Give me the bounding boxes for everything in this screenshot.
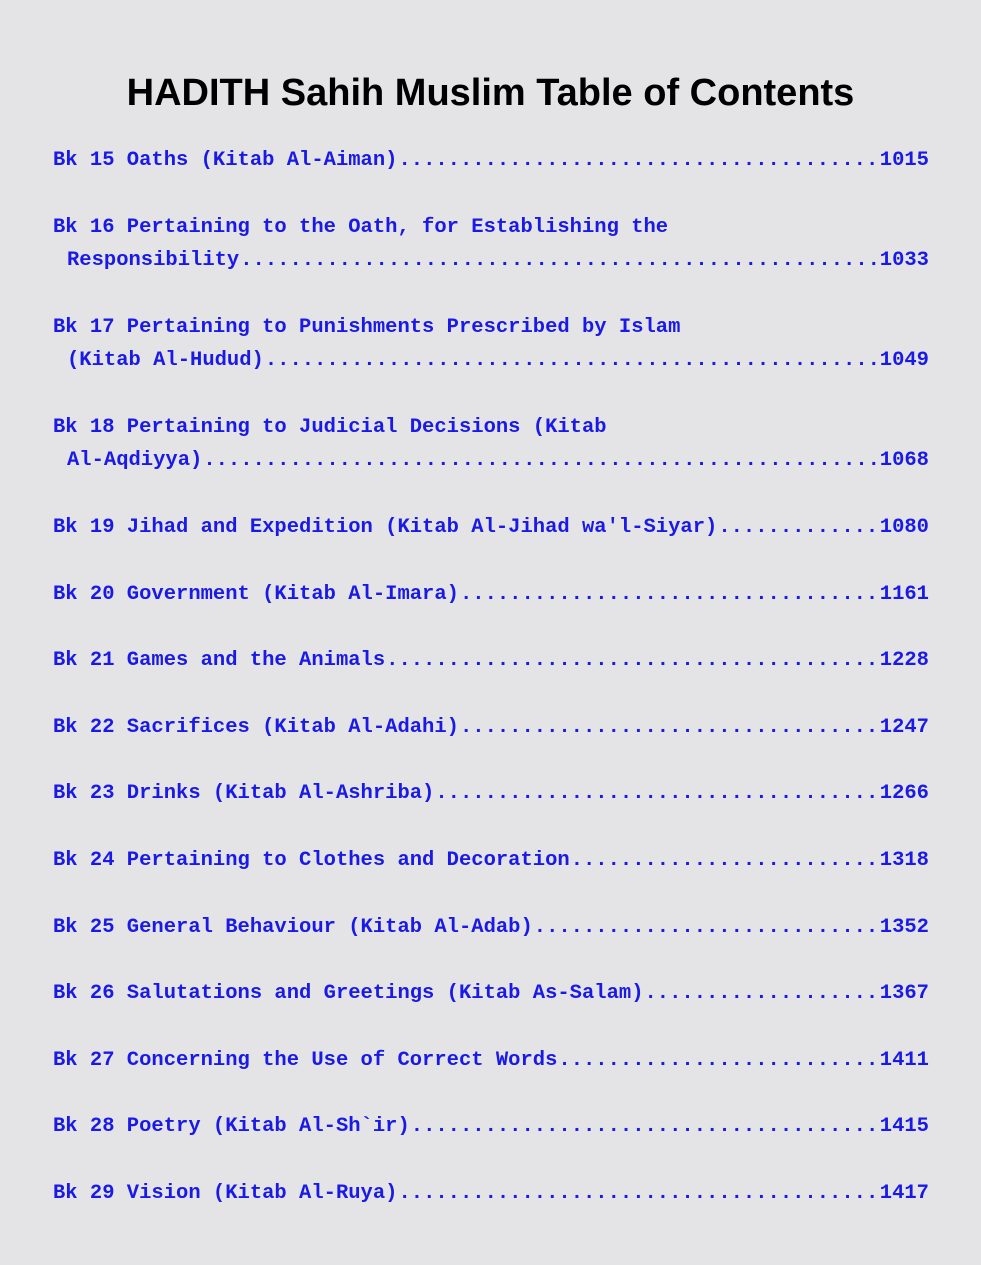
leader-dots xyxy=(571,844,879,877)
toc-page-number: 1068 xyxy=(879,449,929,472)
toc-entry-bk16[interactable] xyxy=(53,211,929,277)
page-title: HADITH Sahih Muslim Table of Contents xyxy=(126,72,855,114)
toc-entry-title: Bk 16 Pertaining to the Oath, for Establishing the xyxy=(53,216,669,239)
leader-dots xyxy=(240,244,879,277)
leader-dots xyxy=(645,977,879,1010)
toc-page-number: 1352 xyxy=(879,916,929,939)
toc-entry-title: Bk 18 Pertaining to Judicial Decisions (Kitab xyxy=(53,416,607,439)
toc-page-number: 1318 xyxy=(879,849,929,872)
toc-entry-title: Bk 23 Drinks (Kitab Al-Ashriba) xyxy=(53,782,435,805)
toc-entry-title: Bk 22 Sacrifices (Kitab Al-Adahi) xyxy=(53,716,459,739)
toc-entry-bk23[interactable] xyxy=(53,777,929,810)
toc-page-number: 1015 xyxy=(879,149,929,172)
leader-dots xyxy=(718,511,878,544)
toc-entry-title: Bk 15 Oaths (Kitab Al-Aiman) xyxy=(53,149,398,172)
toc-entry-title: Bk 26 Salutations and Greetings (Kitab As-Salam) xyxy=(53,982,644,1005)
toc-page-number: 1228 xyxy=(879,649,929,672)
toc-entry-title-continued: Responsibility xyxy=(67,249,240,272)
leader-dots xyxy=(411,1110,879,1143)
toc-entry-bk19[interactable] xyxy=(53,511,929,544)
leader-dots xyxy=(534,911,879,944)
leader-dots xyxy=(203,444,878,477)
toc-entry-bk20[interactable] xyxy=(53,578,929,611)
toc-entry-title: Bk 28 Poetry (Kitab Al-Sh`ir) xyxy=(53,1115,410,1138)
toc-entry-bk25[interactable] xyxy=(53,911,929,944)
leader-dots xyxy=(460,578,879,611)
toc-entry-bk24[interactable] xyxy=(53,844,929,877)
toc-entry-bk21[interactable] xyxy=(53,644,929,677)
toc-page-number: 1411 xyxy=(879,1049,929,1072)
toc-page-number: 1367 xyxy=(879,982,929,1005)
toc-page-number: 1247 xyxy=(879,716,929,739)
leader-dots xyxy=(265,344,879,377)
toc-entry-title: Bk 29 Vision (Kitab Al-Ruya) xyxy=(53,1182,398,1205)
toc-page-number: 1161 xyxy=(879,583,929,606)
toc-entry-bk28[interactable] xyxy=(53,1110,929,1143)
toc-entry-bk29[interactable] xyxy=(53,1177,929,1210)
toc-entry-bk27[interactable] xyxy=(53,1044,929,1077)
toc-page-number: 1415 xyxy=(879,1115,929,1138)
toc-entry-title: Bk 19 Jihad and Expedition (Kitab Al-Jihad wa'l-Siyar) xyxy=(53,516,718,539)
leader-dots xyxy=(558,1044,878,1077)
toc-entry-bk17[interactable] xyxy=(53,311,929,377)
toc-page-number: 1080 xyxy=(879,516,929,539)
toc-page-number: 1266 xyxy=(879,782,929,805)
toc-entry-title: Bk 27 Concerning the Use of Correct Words xyxy=(53,1049,558,1072)
toc-page-number: 1033 xyxy=(879,249,929,272)
leader-dots xyxy=(386,644,879,677)
toc-entry-title: Bk 20 Government (Kitab Al-Imara) xyxy=(53,583,459,606)
toc-entry-bk22[interactable] xyxy=(53,711,929,744)
leader-dots xyxy=(398,144,878,177)
toc-entry-title: Bk 21 Games and the Animals xyxy=(53,649,386,672)
leader-dots xyxy=(460,711,879,744)
toc-entry-title: Bk 17 Pertaining to Punishments Prescribed by Islam xyxy=(53,316,681,339)
toc-entry-title: Bk 24 Pertaining to Clothes and Decoration xyxy=(53,849,570,872)
toc-entry-bk18[interactable] xyxy=(53,411,929,477)
toc-entry-title-continued: (Kitab Al-Hudud) xyxy=(67,349,264,372)
leader-dots xyxy=(435,777,878,810)
leader-dots xyxy=(398,1177,878,1210)
toc-entry-bk26[interactable] xyxy=(53,977,929,1010)
toc-entry-title-continued: Al-Aqdiyya) xyxy=(67,449,203,472)
toc-entry-title: Bk 25 General Behaviour (Kitab Al-Adab) xyxy=(53,916,533,939)
toc-page-number: 1049 xyxy=(879,349,929,372)
table-of-contents xyxy=(53,144,929,1244)
toc-page-number: 1417 xyxy=(879,1182,929,1205)
toc-entry-bk15[interactable] xyxy=(53,144,929,177)
